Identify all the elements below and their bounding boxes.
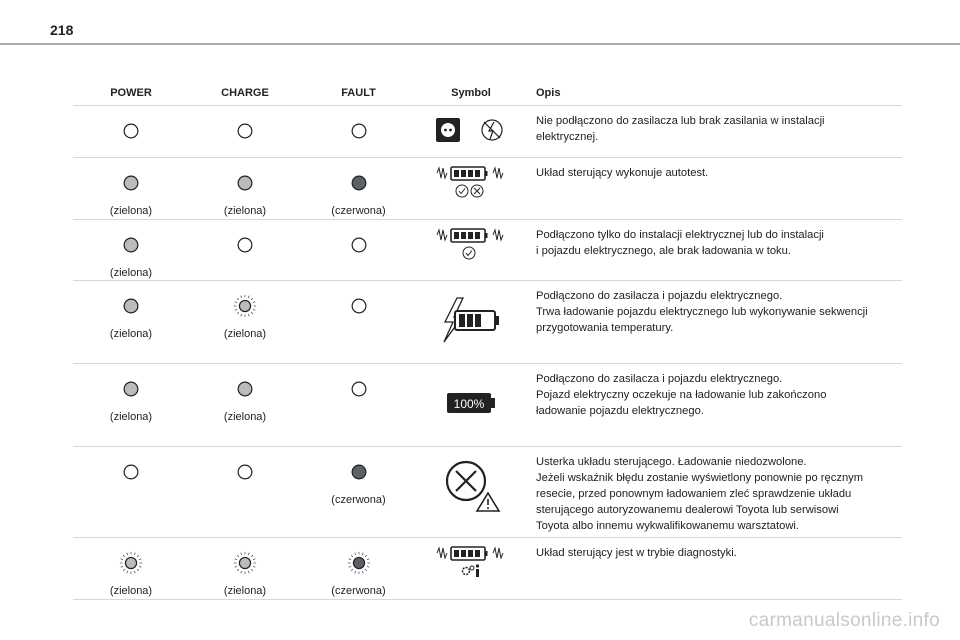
symbol-cell [416,364,526,447]
table-header-row [73,81,902,106]
fault-led-cell [301,538,416,600]
power-led-cell [73,364,189,447]
charge-led-label: (zielona) [223,205,267,217]
description-text: Podłączono do zasilacza i pojazdu elektrycznego. Trwa ładowanie pojazdu elektrycznego lub wykonywanie sekwencji przygotowania temperatury. [536,290,868,334]
charge-led-cell [189,281,301,364]
description-text: Usterka układu sterującego. Ładowanie niedozwolone. Jeżeli wskaźnik błędu zostanie wyświetlony ponownie po ręcznym resecie, przed ponownym ładowaniem zleć sprawdzenie układu sterującego autoryzowanemu dealerowi Toyota lub serwisowi Toyota albo innemu wykwalifikowanemu warsztatowi. [536,456,864,532]
table-row [73,281,902,364]
page-number: 218 [50,22,74,38]
led-indicator-icon [347,294,371,318]
fault-led-cell [301,220,416,281]
table-row [73,364,902,447]
power-led-label: (zielona) [109,585,153,597]
description-text: Podłączono tylko do instalacji elektrycznej lub do instalacji i pojazdu elektrycznego, ale brak ładowania w toku. [536,229,824,257]
led-indicator-icon [347,551,371,575]
description-text: Układ sterujący jest w trybie diagnostyki. [536,547,737,559]
table-row [73,447,902,538]
description-cell [526,106,902,158]
led-indicator-icon [233,294,257,318]
led-indicator-icon [119,551,143,575]
description-cell [526,538,902,600]
description-cell [526,447,902,538]
table-row [73,220,902,281]
led-indicator-icon [119,294,143,318]
table-row [73,106,902,158]
table-row [73,538,902,600]
led-indicator-icon [233,377,257,401]
charge-led-cell [189,220,301,281]
power-led-label: (zielona) [109,267,153,279]
fault-led-cell [301,158,416,220]
charge-led-label: (zielona) [223,411,267,423]
led-indicator-icon [233,233,257,257]
battery-percent-label: 100% [453,397,485,411]
charge-led-cell [189,538,301,600]
led-indicator-icon [347,377,371,401]
symbol-cell [416,158,526,220]
connected-installation-icon [435,226,507,262]
table-row [73,158,902,220]
fault-led-cell [301,447,416,538]
description-cell [526,281,902,364]
led-indicator-icon [119,171,143,195]
led-indicator-icon [233,551,257,575]
description-cell [526,220,902,281]
battery-full-icon [441,392,501,414]
led-status-table [73,81,902,600]
symbol-cell [416,538,526,600]
fault-warning-icon [439,457,503,513]
power-led-label: (zielona) [109,328,153,340]
fault-led-cell [301,364,416,447]
header-power: POWER [73,81,189,106]
led-indicator-icon [119,119,143,143]
description-text: Podłączono do zasilacza i pojazdu elektrycznego. Pojazd elektryczny oczekuje na ładowanie lub zakończono ładowanie pojazdu elektrycznego. [536,373,827,417]
fault-led-cell [301,281,416,364]
power-led-cell [73,220,189,281]
header-fault: FAULT [301,81,416,106]
power-led-cell [73,538,189,600]
fault-led-label: (czerwona) [331,494,386,506]
power-led-cell [73,158,189,220]
diagnostic-icon [435,544,507,580]
description-text: Nie podłączono do zasilacza lub brak zasilania w instalacji elektrycznej. [536,115,825,143]
symbol-cell [416,106,526,158]
description-cell [526,158,902,220]
charge-led-label: (zielona) [223,585,267,597]
header-charge: CHARGE [189,81,301,106]
led-indicator-icon [233,119,257,143]
autotest-icon [435,164,507,200]
led-indicator-icon [119,233,143,257]
symbol-cell [416,281,526,364]
charging-battery-icon [439,297,503,343]
power-led-cell [73,447,189,538]
power-led-label: (zielona) [109,205,153,217]
fault-led-label: (czerwona) [331,205,386,217]
led-indicator-icon [347,233,371,257]
charge-led-cell [189,364,301,447]
charge-led-cell [189,158,301,220]
led-indicator-icon [119,377,143,401]
led-indicator-icon [347,119,371,143]
power-led-cell [73,106,189,158]
charge-led-cell [189,106,301,158]
header-rule [0,43,960,45]
no-power-plug-icon [435,116,507,144]
description-text: Układ sterujący wykonuje autotest. [536,167,709,179]
led-indicator-icon [347,460,371,484]
led-indicator-icon [233,171,257,195]
description-cell [526,364,902,447]
power-led-label: (zielona) [109,411,153,423]
header-symbol: Symbol [416,81,526,106]
symbol-cell [416,447,526,538]
charge-led-label: (zielona) [223,328,267,340]
header-description: Opis [526,81,902,106]
fault-led-cell [301,106,416,158]
led-indicator-icon [347,171,371,195]
power-led-cell [73,281,189,364]
fault-led-label: (czerwona) [331,585,386,597]
led-indicator-icon [119,460,143,484]
led-indicator-icon [233,460,257,484]
charge-led-cell [189,447,301,538]
watermark: carmanualsonline.info [748,610,940,631]
symbol-cell [416,220,526,281]
